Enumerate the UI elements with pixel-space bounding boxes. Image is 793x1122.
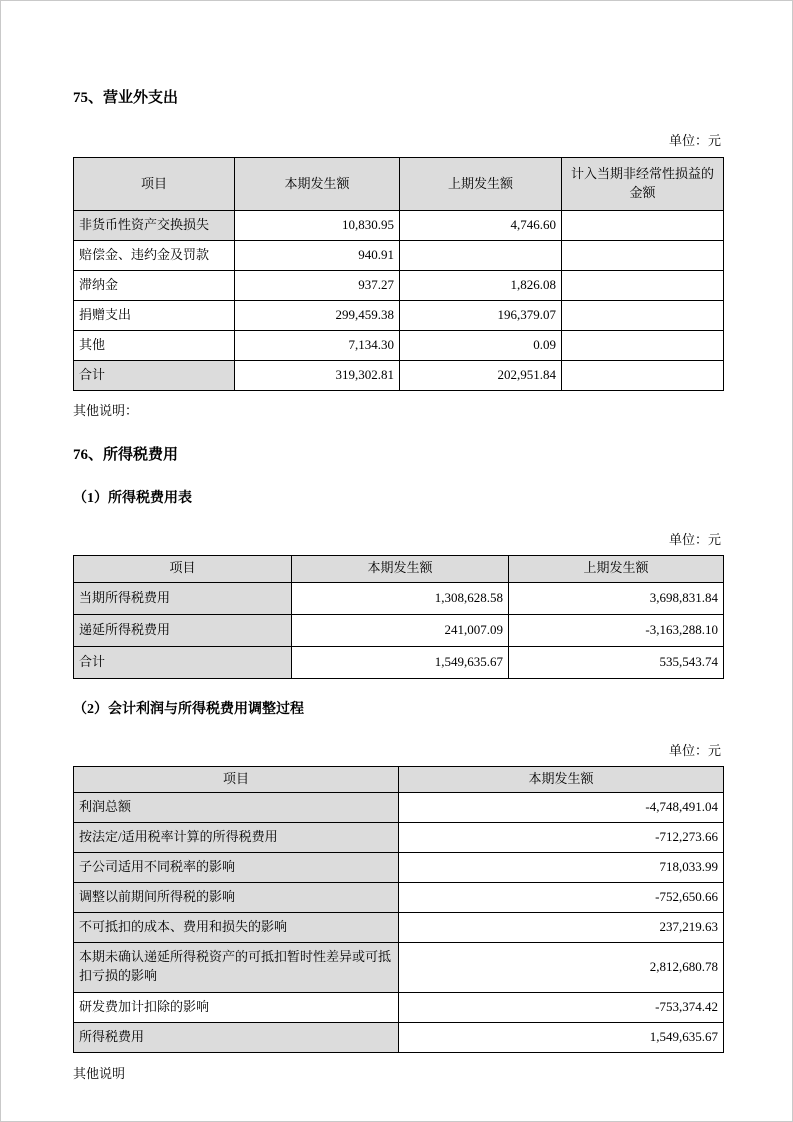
item-cell: 子公司适用不同税率的影响 — [74, 852, 399, 882]
prior-amount-cell: 535,543.74 — [509, 646, 724, 678]
table-header-row — [74, 158, 724, 211]
current-amount-cell: -753,374.42 — [399, 992, 724, 1022]
current-amount-cell: 940.91 — [235, 241, 400, 271]
prior-amount-cell: 0.09 — [400, 331, 562, 361]
item-cell: 递延所得税费用 — [74, 614, 292, 646]
current-amount-cell: 1,549,635.67 — [399, 1022, 724, 1052]
current-amount-cell: -712,273.66 — [399, 822, 724, 852]
unit-label-3: 单位：元 — [668, 742, 721, 758]
table-total-row — [74, 361, 724, 391]
item-cell: 非货币性资产交换损失 — [74, 211, 235, 241]
table-row — [74, 331, 724, 361]
table-row — [74, 1022, 724, 1052]
current-amount-cell: 7,134.30 — [235, 331, 400, 361]
table-row — [74, 912, 724, 942]
nonrecurring-amount-cell — [562, 271, 724, 301]
table-row — [74, 614, 724, 646]
prior-amount-cell: 4,746.60 — [400, 211, 562, 241]
current-amount-cell: 1,549,635.67 — [292, 646, 509, 678]
table-header-row — [74, 766, 724, 792]
item-cell: 滞纳金 — [74, 271, 235, 301]
section-76-title: 76、所得税费用 — [73, 447, 179, 463]
item-cell: 所得税费用 — [74, 1022, 399, 1052]
current-amount-cell: 241,007.09 — [292, 614, 509, 646]
current-amount-cell: 10,830.95 — [235, 211, 400, 241]
table-row — [74, 992, 724, 1022]
table-row — [74, 822, 724, 852]
unit-label-2: 单位：元 — [668, 531, 721, 547]
prior-amount-cell: 1,826.08 — [400, 271, 562, 301]
table-row — [74, 792, 724, 822]
current-amount-cell: 319,302.81 — [235, 361, 400, 391]
header-item: 项目 — [74, 555, 292, 582]
header-current-period: 本期发生额 — [292, 555, 509, 582]
current-amount-cell: 937.27 — [235, 271, 400, 301]
item-cell: 不可抵扣的成本、费用和损失的影响 — [74, 912, 399, 942]
item-cell: 研发费加计扣除的影响 — [74, 992, 399, 1022]
nonrecurring-amount-cell — [562, 241, 724, 271]
table-row — [74, 241, 724, 271]
subsection-1-title: （1）所得税费用表 — [73, 491, 192, 506]
table-header-row — [74, 555, 724, 582]
item-cell: 捐赠支出 — [74, 301, 235, 331]
table-row — [74, 582, 724, 614]
current-amount-cell: 237,219.63 — [399, 912, 724, 942]
current-amount-cell: -4,748,491.04 — [399, 792, 724, 822]
item-cell: 调整以前期间所得税的影响 — [74, 882, 399, 912]
prior-amount-cell: 202,951.84 — [400, 361, 562, 391]
header-prior-period: 上期发生额 — [400, 158, 562, 211]
prior-amount-cell: -3,163,288.10 — [509, 614, 724, 646]
table-total-row — [74, 646, 724, 678]
nonrecurring-amount-cell — [562, 301, 724, 331]
current-amount-cell: 1,308,628.58 — [292, 582, 509, 614]
current-amount-cell: 299,459.38 — [235, 301, 400, 331]
nonrecurring-amount-cell — [562, 211, 724, 241]
current-amount-cell: -752,650.66 — [399, 882, 724, 912]
table-row — [74, 301, 724, 331]
section-75-title: 75、营业外支出 — [73, 90, 179, 106]
header-prior-period: 上期发生额 — [509, 555, 724, 582]
item-cell: 按法定/适用税率计算的所得税费用 — [74, 822, 399, 852]
unit-label-1: 单位：元 — [668, 133, 721, 148]
table-row — [74, 211, 724, 241]
item-cell: 赔偿金、违约金及罚款 — [74, 241, 235, 271]
prior-amount-cell: 196,379.07 — [400, 301, 562, 331]
header-current-period: 本期发生额 — [399, 766, 724, 792]
table-row — [74, 942, 724, 992]
item-cell: 其他 — [74, 331, 235, 361]
header-item: 项目 — [74, 158, 235, 211]
current-amount-cell: 718,033.99 — [399, 852, 724, 882]
header-item: 项目 — [74, 766, 399, 792]
header-nonrecurring: 计入当期非经常性损益的金额 — [562, 158, 724, 211]
table-row — [74, 882, 724, 912]
header-current-period: 本期发生额 — [235, 158, 400, 211]
table-row — [74, 271, 724, 301]
non-operating-expenses-table — [73, 157, 724, 391]
subsection-2-title: （2）会计利润与所得税费用调整过程 — [73, 701, 304, 717]
other-notes-label-1: 其他说明： — [73, 403, 139, 418]
item-cell: 当期所得税费用 — [74, 582, 292, 614]
other-notes-label-2: 其他说明 — [73, 1065, 126, 1081]
nonrecurring-amount-cell — [562, 361, 724, 391]
income-tax-expense-table — [73, 555, 724, 679]
current-amount-cell: 2,812,680.78 — [399, 942, 724, 992]
item-cell: 利润总额 — [74, 792, 399, 822]
table-row — [74, 852, 724, 882]
item-cell: 本期未确认递延所得税资产的可抵扣暂时性差异或可抵扣亏损的影响 — [74, 942, 399, 992]
tax-reconciliation-table — [73, 766, 724, 1053]
item-cell: 合计 — [74, 361, 235, 391]
prior-amount-cell: 3,698,831.84 — [509, 582, 724, 614]
item-cell: 合计 — [74, 646, 292, 678]
prior-amount-cell — [400, 241, 562, 271]
nonrecurring-amount-cell — [562, 331, 724, 361]
